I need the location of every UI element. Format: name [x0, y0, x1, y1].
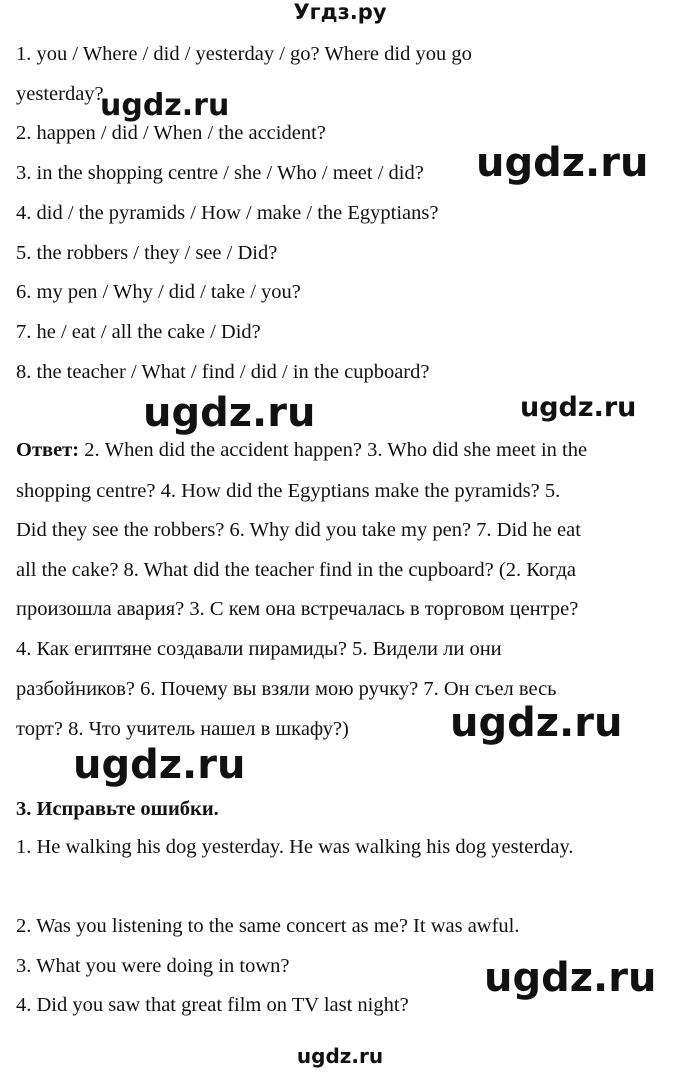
exercise-line-7: 7. he / eat / all the cake / Did?: [16, 321, 261, 343]
exercise-line-5: 5. the robbers / they / see / Did?: [16, 242, 278, 264]
exercise-line-8: 8. the teacher / What / find / did / in the cupboard?: [16, 361, 430, 383]
answer-line-5: произошла авария? 3. С кем она встречалась в торговом центре?: [16, 598, 579, 620]
exercise-line-3: 3. in the shopping centre / she / Who / meet / did?: [16, 162, 424, 184]
bottom-watermark: ugdz.ru: [296, 1044, 384, 1068]
watermark: ugdz.ru: [476, 140, 649, 186]
exercise-line-6: 6. my pen / Why / did / take / you?: [16, 281, 301, 303]
watermark: ugdz.ru: [484, 955, 657, 1001]
watermark: ugdz.ru: [73, 742, 246, 788]
answer-text-1: 2. When did the accident happen? 3. Who did she meet in the: [79, 439, 588, 461]
section-3-line-1: 1. He walking his dog yesterday. He was walking his dog yesterday.: [16, 836, 574, 858]
exercise-line-1: 1. you / Where / did / yesterday / go? Where did you go: [16, 43, 472, 65]
watermark: ugdz.ru: [520, 392, 637, 423]
answer-line-7: разбойников? 6. Почему вы взяли мою ручку? 7. Он съел весь: [16, 678, 557, 700]
site-title: Угдз.ру: [293, 0, 387, 24]
answer-line-8: торт? 8. Что учитель нашел в шкафу?): [16, 718, 349, 740]
exercise-line-1-cont: yesterday?: [16, 83, 104, 105]
section-3-line-2: 2. Was you listening to the same concert as me? It was awful.: [16, 915, 520, 937]
section-3-line-3: 3. What you were doing in town?: [16, 955, 290, 977]
exercise-line-2: 2. happen / did / When / the accident?: [16, 122, 326, 144]
watermark: ugdz.ru: [450, 700, 623, 746]
answer-line-2: shopping centre? 4. How did the Egyptians make the pyramids? 5.: [16, 480, 561, 502]
answer-label: Ответ:: [16, 439, 80, 461]
answer-line-6: 4. Как египтяне создавали пирамиды? 5. Видели ли они: [16, 638, 502, 660]
section-3-line-4: 4. Did you saw that great film on TV last night?: [16, 994, 409, 1016]
answer-line-3: Did they see the robbers? 6. Why did you take my pen? 7. Did he eat: [16, 519, 581, 541]
exercise-line-4: 4. did / the pyramids / How / make / the Egyptians?: [16, 202, 439, 224]
section-3-heading: 3. Исправьте ошибки.: [16, 798, 219, 820]
watermark: ugdz.ru: [143, 390, 316, 436]
answer-line-4: all the cake? 8. What did the teacher find in the cupboard? (2. Когда: [16, 559, 577, 581]
watermark: ugdz.ru: [100, 88, 230, 123]
answer-line-1: [16, 439, 587, 462]
